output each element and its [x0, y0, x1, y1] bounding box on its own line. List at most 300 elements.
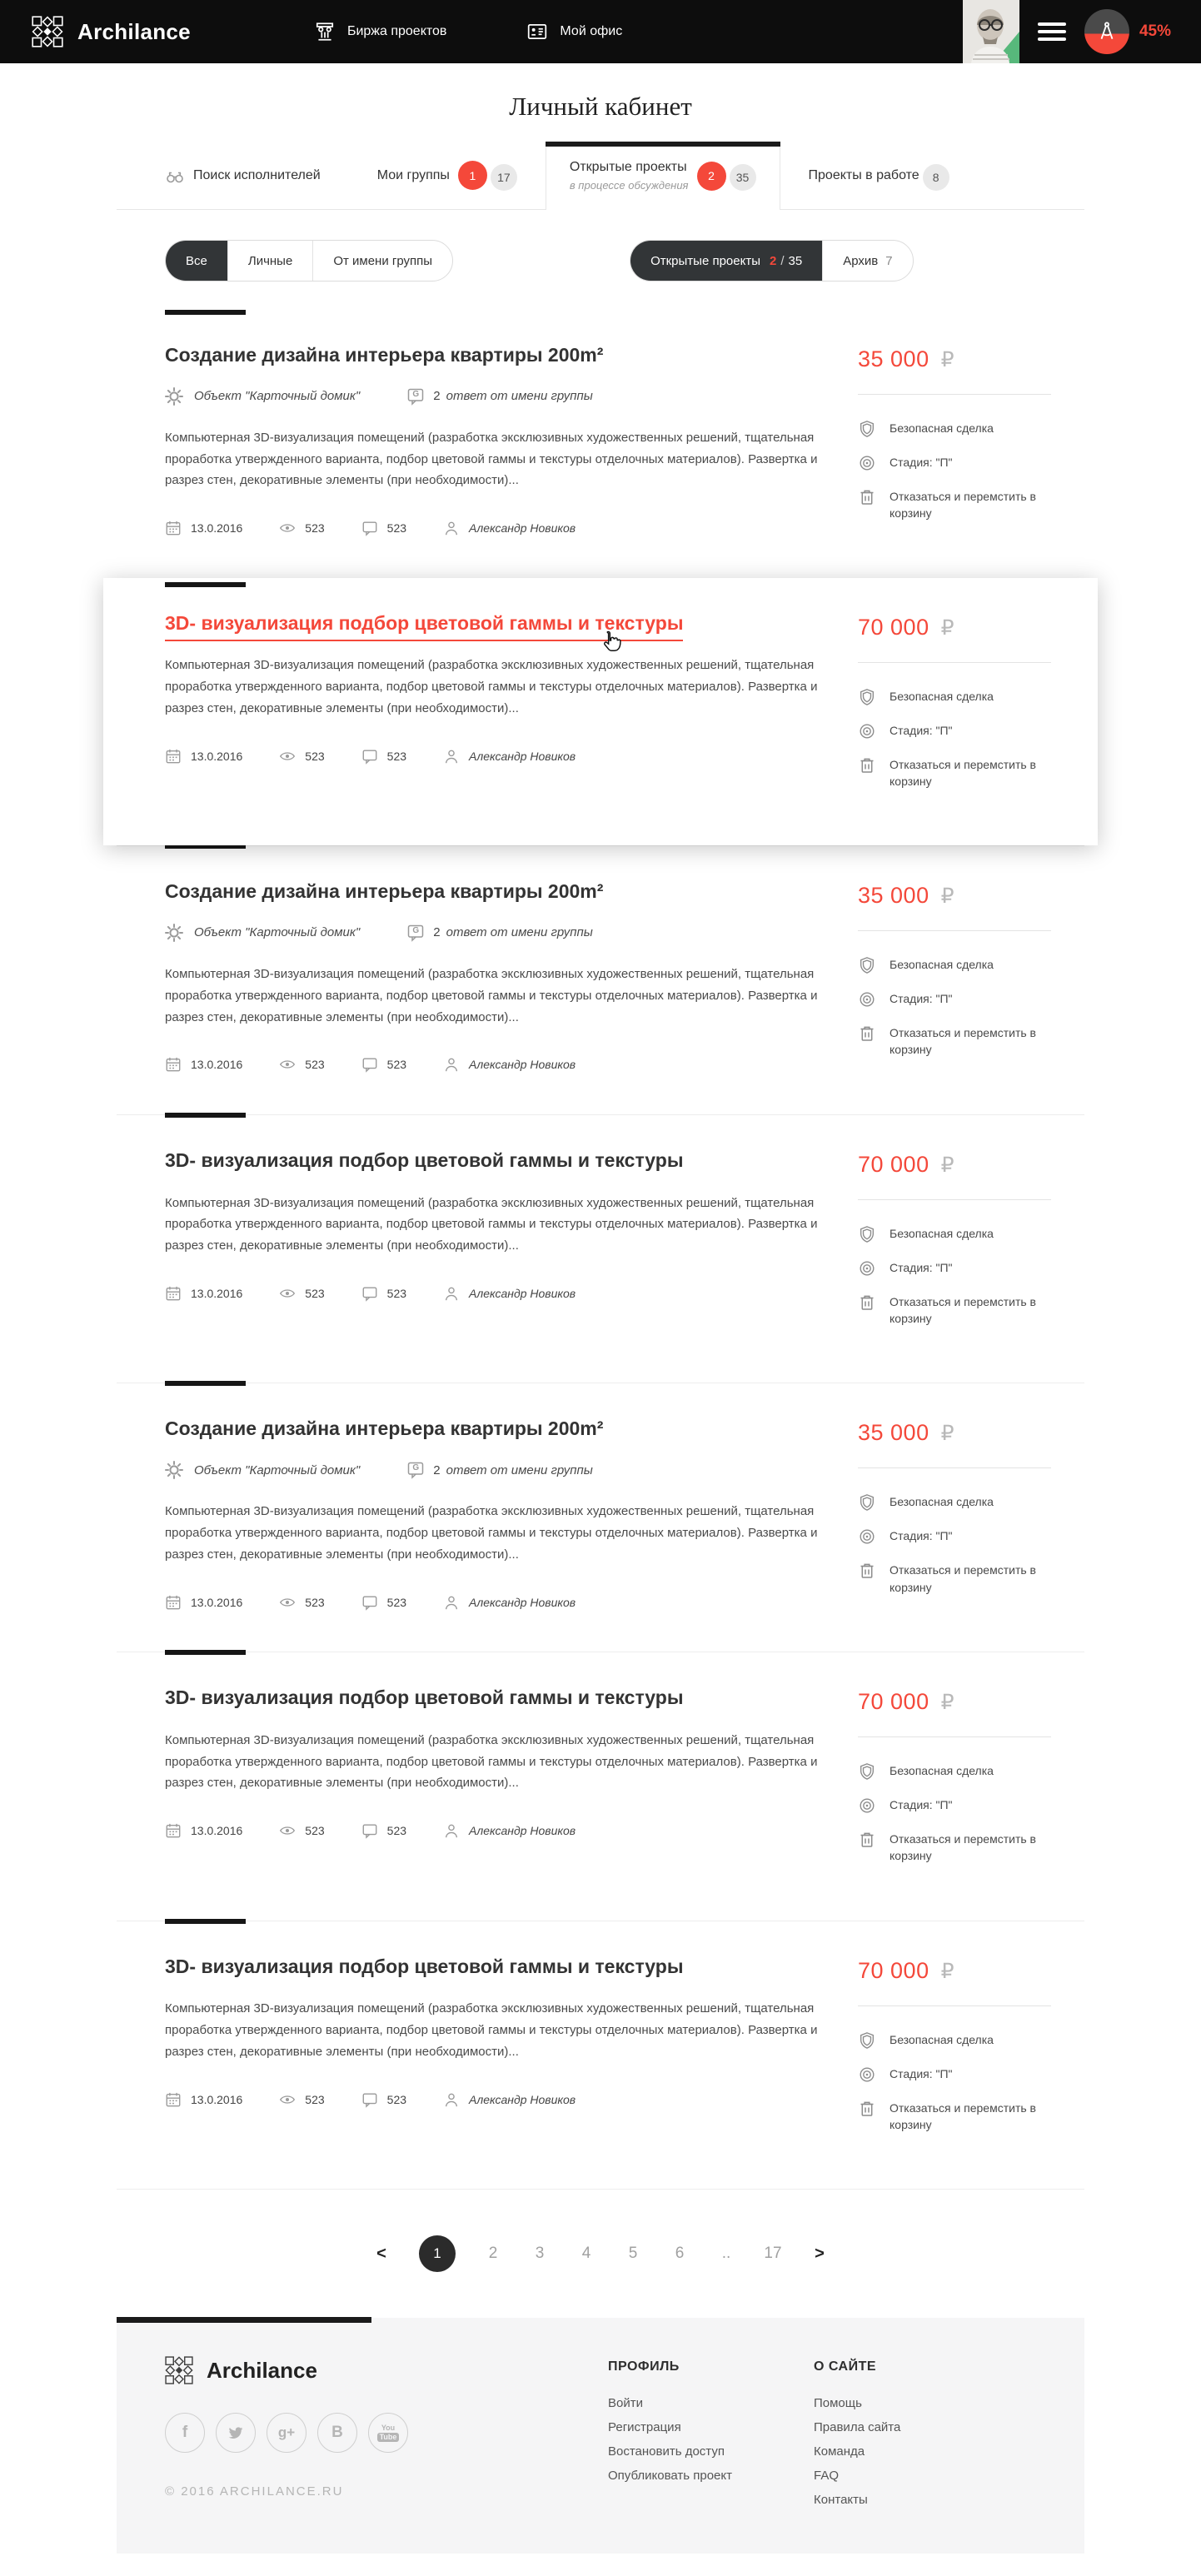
side-divider: [858, 2005, 1051, 2006]
project-title-text[interactable]: 3D- визуализация подбор цветовой гаммы и текстуры: [165, 1686, 684, 1708]
discard-to-trash-item[interactable]: Отказаться и перемстить в корзину: [858, 1293, 1084, 1328]
tab-label: Открытые проекты: [569, 160, 687, 174]
tab-my-groups[interactable]: [349, 142, 546, 209]
discard-to-trash-item[interactable]: Отказаться и перемстить в корзину: [858, 1831, 1084, 1865]
eye-icon: [279, 2091, 296, 2108]
nav-label: Мой офис: [560, 24, 623, 38]
id-card-icon: [526, 21, 548, 42]
views-item: [279, 2091, 324, 2108]
project-description: Компьютерная 3D-визуализация помещений (разработка эксклюзивных художественных решений, тщательная проработка утвержденного варианта, подбор цветовой гаммы и текстуры отделочных материалов). Развертка и разрез стен, декоративные элементы (при необходимости)...: [165, 2001, 818, 2059]
card-subtitle-row: [165, 924, 841, 942]
person-icon: [443, 1056, 460, 1073]
project-description: Компьютерная 3D-визуализация помещений (разработка эксклюзивных художественных решений, тщательная проработка утвержденного варианта, подбор цветовой гаммы и текстуры отделочных материалов). Развертка и разрез стен, декоративные элементы (при необходимости)...: [165, 966, 818, 1024]
views-item: [279, 748, 324, 765]
target-icon: [858, 1259, 876, 1278]
reply-count: 2: [433, 389, 441, 404]
project-title-link[interactable]: [165, 611, 841, 635]
profile-progress-badge[interactable]: [1084, 9, 1129, 54]
group-letter: G: [412, 925, 420, 935]
price: [858, 883, 1084, 909]
discard-to-trash-item[interactable]: Отказаться и перемстить в корзину: [858, 2100, 1084, 2134]
object-label: Объект "Карточный домик": [194, 389, 361, 404]
footer-brand[interactable]: [165, 2356, 608, 2384]
price-amount: 70 000: [858, 614, 929, 640]
total-count-badge: 35: [730, 164, 756, 191]
page-ellipsis: ..: [721, 2245, 731, 2263]
card-main: [165, 343, 841, 538]
archilance-logo-icon: [32, 16, 63, 47]
side-divider: [858, 1199, 1051, 1200]
reply-count: 2: [433, 1462, 441, 1477]
comments-item[interactable]: [361, 2091, 406, 2108]
card-main: [165, 1417, 841, 1612]
footer-link-register[interactable]: Регистрация: [608, 2420, 681, 2435]
project-title-text[interactable]: Создание дизайна интерьера квартиры 200m²: [165, 1418, 604, 1440]
author-name[interactable]: Александр Новиков: [469, 1595, 576, 1609]
comments-value: 523: [386, 749, 407, 763]
card-top-dash: [165, 1919, 246, 1924]
filter-label: Открытые проекты: [650, 253, 760, 268]
date-value: 13.0.2016: [191, 1286, 243, 1300]
project-card[interactable]: [117, 1114, 1084, 1383]
stage-item: Стадия: "П": [858, 454, 1084, 472]
comments-item[interactable]: [361, 1822, 406, 1839]
stage-item: Стадия: "П": [858, 1259, 1084, 1278]
reply-label: ответ от имени группы: [446, 389, 593, 404]
card-side-panel: [858, 1686, 1084, 1881]
group-letter: G: [412, 389, 420, 399]
views-value: 523: [305, 1286, 325, 1300]
header-right: [963, 0, 1201, 63]
card-meta-row: [165, 1056, 841, 1073]
views-value: 523: [305, 1824, 325, 1838]
mouse-cursor-hand: [599, 630, 624, 658]
drafting-compass-icon: [1096, 21, 1118, 42]
project-card[interactable]: [117, 1383, 1084, 1652]
user-avatar[interactable]: [963, 0, 1019, 63]
target-icon: [858, 1796, 876, 1815]
reply-count: 2: [433, 925, 441, 940]
views-value: 523: [305, 2092, 325, 2106]
target-icon: [858, 2065, 876, 2084]
project-title-link[interactable]: [165, 1148, 841, 1173]
state-filter-group: [630, 240, 914, 282]
ownership-filter-group: [165, 240, 453, 282]
price-amount: 35 000: [858, 346, 929, 371]
author-name[interactable]: Александр Новиков: [469, 2092, 576, 2106]
currency-symbol: ₽: [940, 884, 954, 909]
discard-to-trash-item[interactable]: Отказаться и перемстить в корзину: [858, 488, 1084, 522]
card-side-panel: [858, 1955, 1084, 2150]
project-list: [117, 310, 1084, 2189]
date-item: [165, 1594, 242, 1611]
date-value: 13.0.2016: [191, 521, 243, 536]
youtube-icon[interactable]: You Tube: [368, 2413, 408, 2453]
person-icon: [443, 1822, 460, 1839]
author-item[interactable]: [443, 1822, 576, 1839]
page-6[interactable]: 6: [675, 2245, 685, 2263]
author-item[interactable]: [443, 2091, 576, 2108]
comments-item[interactable]: [361, 1056, 406, 1073]
author-item[interactable]: [443, 748, 576, 765]
calendar-icon: [165, 2091, 182, 2108]
author-name[interactable]: Александр Новиков: [469, 1058, 576, 1072]
project-description: Компьютерная 3D-визуализация помещений (разработка эксклюзивных художественных решений, тщательная проработка утвержденного варианта, подбор цветовой гаммы и текстуры отделочных материалов). Развертка и разрез стен, декоративные элементы (при необходимости)...: [165, 1732, 818, 1791]
filter-label: Личные: [247, 253, 293, 268]
discard-to-trash-item[interactable]: Отказаться и перемстить в корзину: [858, 1562, 1084, 1596]
person-icon: [443, 520, 460, 536]
safe-deal-item: Безопасная сделка: [858, 956, 1084, 974]
comment-icon: [361, 520, 378, 536]
brand[interactable]: [0, 16, 191, 47]
footer-column-title: О САЙТЕ: [814, 2359, 877, 2374]
card-top-dash: [165, 1113, 246, 1118]
project-description: Компьютерная 3D-визуализация помещений (разработка эксклюзивных художественных решений, тщательная проработка утвержденного варианта, подбор цветовой гаммы и текстуры отделочных материалов). Развертка и разрез стен, декоративные элементы (при необходимости)...: [165, 430, 818, 488]
date-item: [165, 1822, 242, 1839]
page-5[interactable]: 5: [628, 2245, 638, 2263]
card-meta-row: [165, 1822, 841, 1839]
eye-icon: [279, 748, 296, 765]
footer: [117, 2318, 1084, 2554]
project-card[interactable]: [117, 845, 1084, 1114]
trash-icon: [858, 2100, 876, 2118]
views-item: [279, 1285, 324, 1302]
new-count-badge: 1: [458, 161, 487, 190]
page-2[interactable]: 2: [488, 2245, 498, 2263]
eye-icon: [279, 1594, 296, 1611]
nav-label: Биржа проектов: [346, 24, 447, 38]
side-divider: [858, 394, 1051, 395]
date-value: 13.0.2016: [191, 1058, 243, 1072]
calendar-icon: [165, 1594, 182, 1611]
stage-item: Стадия: "П": [858, 1527, 1084, 1546]
project-title-text[interactable]: 3D- визуализация подбор цветовой гаммы и текстуры: [165, 612, 683, 641]
shield-icon: [858, 688, 876, 706]
copyright: © 2016 ARCHILANCE.RU: [165, 2484, 344, 2499]
profile-progress-value: 45%: [1139, 22, 1171, 40]
calendar-icon: [165, 748, 182, 765]
card-top-dash: [165, 1650, 246, 1655]
comment-icon: [361, 1285, 378, 1302]
stage-item: Стадия: "П": [858, 722, 1084, 740]
tab-label: Проекты в работе: [808, 167, 919, 182]
currency-symbol: ₽: [940, 348, 954, 371]
date-item: [165, 2091, 242, 2108]
page-17[interactable]: 17: [764, 2245, 782, 2263]
card-side-panel: [858, 1417, 1084, 1612]
discard-to-trash-item[interactable]: Отказаться и перемстить в корзину: [858, 1024, 1084, 1059]
reply-label: ответ от имени группы: [446, 1462, 593, 1477]
project-title-text[interactable]: Создание дизайна интерьера квартиры 200m²: [165, 344, 604, 366]
top-header: [0, 0, 1201, 63]
author-item[interactable]: [443, 520, 576, 536]
views-value: 523: [305, 1595, 325, 1609]
project-card-hovered[interactable]: [103, 578, 1098, 846]
project-title-link[interactable]: [165, 343, 841, 367]
card-top-dash: [165, 582, 246, 587]
card-main: [165, 1148, 841, 1343]
group-letter: G: [412, 1463, 420, 1473]
filter-label: Архив: [843, 253, 879, 268]
page-4[interactable]: 4: [581, 2245, 591, 2263]
project-card[interactable]: [117, 1921, 1084, 2190]
hamburger-menu-icon[interactable]: [1038, 18, 1066, 45]
tabs-bar: [117, 142, 1084, 210]
card-side-panel: [858, 611, 1084, 806]
calendar-icon: [165, 1285, 182, 1302]
project-card[interactable]: [117, 310, 1084, 578]
safe-deal-item: Безопасная сделка: [858, 420, 1084, 438]
price: [858, 1958, 1084, 1984]
views-item: [279, 1822, 324, 1839]
safe-deal-item: Безопасная сделка: [858, 1493, 1084, 1512]
comments-value: 523: [386, 1595, 407, 1609]
comment-icon: [361, 1594, 378, 1611]
behance-icon[interactable]: B: [317, 2413, 357, 2453]
currency-symbol: ₽: [940, 615, 954, 640]
safe-deal-item: Безопасная сделка: [858, 1225, 1084, 1243]
card-meta-row: [165, 748, 841, 765]
author-name[interactable]: Александр Новиков: [469, 1824, 576, 1838]
next-page-button[interactable]: >: [815, 2244, 825, 2263]
comment-icon: [361, 1056, 378, 1073]
price: [858, 1420, 1084, 1446]
eye-icon: [279, 1285, 296, 1302]
pagination: [117, 2189, 1084, 2318]
date-item: [165, 1056, 242, 1073]
project-title-link[interactable]: [165, 1686, 841, 1710]
filter-label: Все: [186, 253, 207, 268]
filters-row: [165, 240, 1084, 282]
object-label: Объект "Карточный домик": [194, 925, 361, 940]
footer-column-title: ПРОФИЛЬ: [608, 2359, 680, 2374]
target-icon: [858, 454, 876, 472]
card-meta-row: [165, 520, 841, 536]
group-reply-icon: [406, 1461, 425, 1479]
safe-deal-item: Безопасная сделка: [858, 1762, 1084, 1781]
price: [858, 1152, 1084, 1178]
person-icon: [443, 2091, 460, 2108]
safe-deal-item: Безопасная сделка: [858, 2031, 1084, 2050]
card-top-dash: [165, 1381, 246, 1386]
comments-value: 523: [386, 1824, 407, 1838]
card-main: [165, 1955, 841, 2150]
avatar-photo: [963, 0, 1019, 63]
target-icon: [858, 1527, 876, 1546]
stage-item: Стадия: "П": [858, 990, 1084, 1009]
author-name[interactable]: Александр Новиков: [469, 521, 576, 536]
eye-icon: [279, 1056, 296, 1073]
person-icon: [443, 1285, 460, 1302]
price-amount: 70 000: [858, 1688, 929, 1714]
views-item: [279, 520, 324, 536]
person-icon: [443, 1594, 460, 1611]
date-value: 13.0.2016: [191, 2092, 243, 2106]
price-amount: 70 000: [858, 1151, 929, 1177]
google-plus-icon[interactable]: g+: [267, 2413, 306, 2453]
shield-icon: [858, 2031, 876, 2050]
card-side-panel: [858, 879, 1084, 1074]
views-value: 523: [305, 749, 325, 763]
footer-link-faq[interactable]: FAQ: [814, 2469, 840, 2484]
author-item[interactable]: [443, 1056, 576, 1073]
group-reply-icon: [406, 924, 425, 942]
binoculars-icon: [165, 166, 185, 186]
reply-label: ответ от имени группы: [446, 925, 593, 940]
price: [858, 346, 1084, 372]
views-item: [279, 1056, 324, 1073]
filter-label: От имени группы: [333, 253, 433, 268]
side-divider: [858, 662, 1051, 663]
brand-name: Archilance: [77, 18, 191, 44]
discard-to-trash-item[interactable]: Отказаться и перемстить в корзину: [858, 756, 1084, 790]
person-icon: [443, 748, 460, 765]
footer-link-contacts[interactable]: Контакты: [814, 2493, 868, 2508]
facebook-icon[interactable]: f: [165, 2413, 205, 2453]
page-3[interactable]: 3: [535, 2245, 545, 2263]
calendar-icon: [165, 520, 182, 536]
date-value: 13.0.2016: [191, 749, 243, 763]
eye-icon: [279, 1822, 296, 1839]
column-icon: [314, 21, 336, 42]
tab-sublabel: в процессе обсуждения: [569, 179, 689, 192]
trash-icon: [858, 1562, 876, 1580]
currency-symbol: ₽: [940, 1153, 954, 1177]
twitter-icon[interactable]: [216, 2413, 256, 2453]
comments-value: 523: [386, 1286, 407, 1300]
currency-symbol: ₽: [940, 1422, 954, 1446]
target-icon: [858, 722, 876, 740]
open-total-count: 35: [788, 253, 803, 268]
project-title-text[interactable]: Создание дизайна интерьера квартиры 200m²: [165, 880, 604, 903]
page-1-active[interactable]: 1: [419, 2235, 456, 2272]
date-value: 13.0.2016: [191, 1824, 243, 1838]
calendar-icon: [165, 1056, 182, 1073]
author-name[interactable]: Александр Новиков: [469, 749, 576, 763]
footer-link-team[interactable]: Команда: [814, 2444, 865, 2459]
object-label: Объект "Карточный домик": [194, 1462, 361, 1477]
trash-icon: [858, 1831, 876, 1849]
comments-value: 523: [386, 521, 407, 536]
trash-icon: [858, 488, 876, 506]
footer-link-site-rules[interactable]: Правила сайта: [814, 2420, 901, 2435]
count-separator: /: [780, 253, 785, 268]
date-item: [165, 520, 242, 536]
comments-item[interactable]: [361, 520, 406, 536]
shield-icon: [858, 1762, 876, 1781]
card-main: [165, 879, 841, 1074]
author-name[interactable]: Александр Новиков: [469, 1286, 576, 1300]
stage-item: Стадия: "П": [858, 2065, 1084, 2084]
price: [858, 615, 1084, 640]
filter-open-projects[interactable]: [630, 241, 822, 281]
footer-column-profile: [608, 2356, 814, 2517]
social-links: [165, 2413, 608, 2453]
author-item[interactable]: [443, 1285, 576, 1302]
eye-icon: [279, 520, 296, 536]
prev-page-button[interactable]: <: [376, 2244, 386, 2263]
project-description: Компьютерная 3D-визуализация помещений (разработка эксклюзивных художественных решений, тщательная проработка утвержденного варианта, подбор цветовой гаммы и текстуры отделочных материалов). Развертка и разрез стен, декоративные элементы (при необходимости)...: [165, 658, 818, 715]
shield-icon: [858, 1225, 876, 1243]
tab-label: Поиск исполнителей: [193, 167, 321, 182]
tab-open-projects[interactable]: [546, 142, 780, 210]
comments-item[interactable]: [361, 748, 406, 765]
currency-symbol: ₽: [940, 1690, 954, 1714]
nav-item-projects-exchange[interactable]: [314, 21, 446, 42]
author-item[interactable]: [443, 1594, 576, 1611]
tab-projects-in-work[interactable]: [780, 142, 978, 209]
project-title-link[interactable]: [165, 1417, 841, 1441]
filter-all[interactable]: [166, 241, 227, 281]
views-value: 523: [305, 1058, 325, 1072]
tab-text: [570, 160, 689, 192]
card-main: [165, 611, 841, 806]
calendar-icon: [165, 1822, 182, 1839]
project-card[interactable]: [117, 1652, 1084, 1921]
shield-icon: [858, 1493, 876, 1512]
shield-icon: [858, 956, 876, 974]
gear-icon: [165, 1461, 183, 1479]
side-divider: [858, 1736, 1051, 1737]
footer-brand-name: Archilance: [207, 2357, 317, 2383]
footer-link-restore-access[interactable]: Востановить доступ: [608, 2444, 725, 2459]
date-value: 13.0.2016: [191, 1595, 243, 1609]
card-subtitle-row: [165, 387, 841, 406]
footer-link-login[interactable]: Войти: [608, 2396, 643, 2411]
main-container: [117, 92, 1084, 2318]
filter-personal[interactable]: [227, 241, 312, 281]
card-meta-row: [165, 2091, 841, 2108]
nav-item-my-office[interactable]: [526, 21, 622, 42]
comments-item[interactable]: [361, 1285, 406, 1302]
currency-symbol: ₽: [940, 1959, 954, 1983]
comment-icon: [361, 748, 378, 765]
tab-search-performers[interactable]: [117, 142, 349, 209]
footer-link-publish-project[interactable]: Опубликовать проект: [608, 2469, 732, 2484]
new-count-badge: 2: [697, 162, 726, 191]
tab-label: Мои группы: [376, 167, 450, 182]
page-title: Личный кабинет: [509, 92, 692, 121]
project-title-link[interactable]: [165, 1955, 841, 1979]
comments-item[interactable]: [361, 1594, 406, 1611]
price: [858, 1689, 1084, 1715]
card-side-panel: [858, 343, 1084, 538]
footer-left: [165, 2356, 608, 2517]
card-meta-row: [165, 1285, 841, 1302]
total-count-badge: 8: [923, 164, 949, 191]
trash-icon: [858, 756, 876, 775]
project-title-link[interactable]: [165, 879, 841, 904]
side-divider: [858, 930, 1051, 931]
date-item: [165, 1285, 242, 1302]
filter-archive[interactable]: [822, 241, 912, 281]
project-description: Компьютерная 3D-визуализация помещений (разработка эксклюзивных художественных решений, тщательная проработка утвержденного варианта, подбор цветовой гаммы и текстуры отделочных материалов). Развертка и разрез стен, декоративные элементы (при необходимости)...: [165, 1195, 818, 1253]
card-top-dash: [165, 310, 246, 315]
project-title-text[interactable]: 3D- визуализация подбор цветовой гаммы и текстуры: [165, 1955, 684, 1977]
trash-icon: [858, 1293, 876, 1312]
project-title-text[interactable]: 3D- визуализация подбор цветовой гаммы и текстуры: [165, 1148, 684, 1171]
project-description: Компьютерная 3D-визуализация помещений (разработка эксклюзивных художественных решений, тщательная проработка утвержденного варианта, подбор цветовой гаммы и текстуры отделочных материалов). Развертка и разрез стен, декоративные элементы (при необходимости)...: [165, 1504, 818, 1562]
footer-link-help[interactable]: Помощь: [814, 2396, 862, 2411]
target-icon: [858, 990, 876, 1009]
archive-count: 7: [885, 253, 893, 268]
price-amount: 35 000: [858, 883, 929, 909]
footer-column-about: [814, 2356, 1014, 2517]
gear-icon: [165, 387, 183, 406]
card-side-panel: [858, 1148, 1084, 1343]
filter-on-behalf-of-group[interactable]: [312, 241, 452, 281]
total-count-badge: 17: [491, 164, 517, 191]
